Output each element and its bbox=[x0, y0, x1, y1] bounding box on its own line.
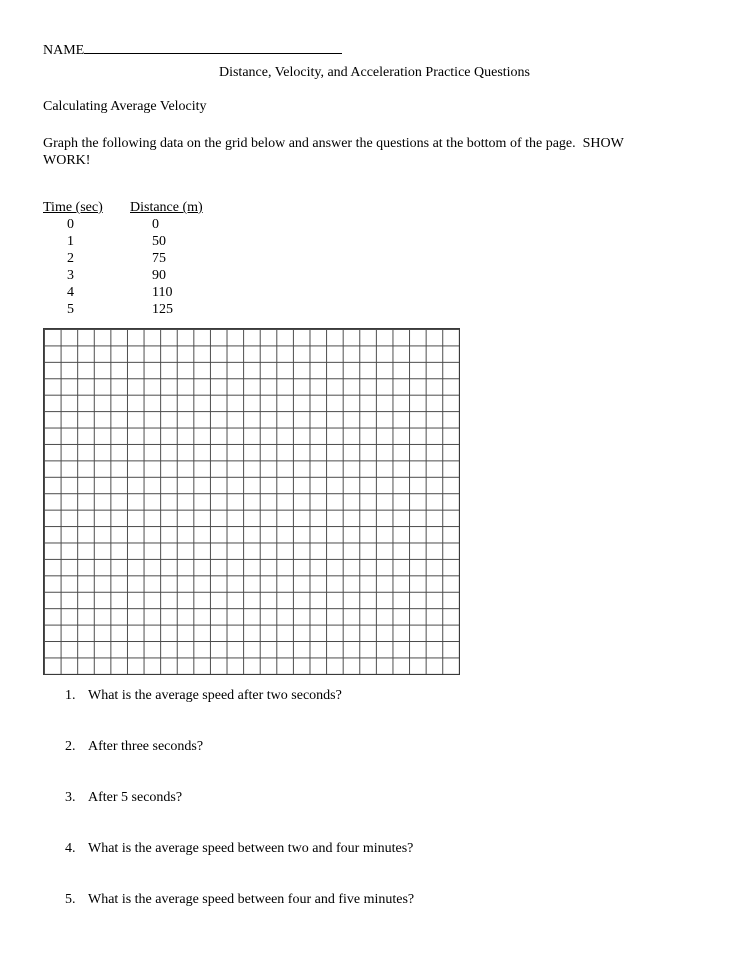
name-label: NAME bbox=[43, 43, 85, 58]
page-content bbox=[43, 40, 706, 942]
table-row bbox=[43, 233, 706, 250]
column-header-distance: Distance (m) bbox=[130, 200, 203, 215]
distance-value: 75 bbox=[152, 251, 166, 266]
question-item bbox=[43, 891, 706, 908]
question-text: After three seconds? bbox=[88, 739, 204, 754]
time-value: 3 bbox=[67, 268, 74, 283]
distance-value: 50 bbox=[152, 234, 166, 249]
time-value: 0 bbox=[67, 217, 74, 232]
distance-value: 110 bbox=[152, 285, 173, 300]
question-item bbox=[43, 840, 706, 857]
table-row bbox=[43, 301, 706, 318]
distance-value: 125 bbox=[152, 302, 173, 317]
instructions-text: Graph the following data on the grid below and answer the questions at the bottom of the page. SHOW WORK! bbox=[43, 136, 627, 168]
question-number: 4. bbox=[65, 841, 76, 856]
table-header-row bbox=[43, 199, 706, 216]
question-text: What is the average speed between two and four minutes? bbox=[88, 841, 414, 856]
section-subtitle: Calculating Average Velocity bbox=[43, 99, 207, 114]
question-number: 5. bbox=[65, 892, 76, 907]
question-number: 3. bbox=[65, 790, 76, 805]
question-item bbox=[43, 738, 706, 755]
graph-grid bbox=[43, 328, 460, 675]
question-number: 1. bbox=[65, 688, 76, 703]
distance-value: 0 bbox=[152, 217, 159, 232]
questions-list bbox=[43, 687, 706, 908]
distance-value: 90 bbox=[152, 268, 166, 283]
name-row bbox=[43, 40, 706, 59]
table-row bbox=[43, 284, 706, 301]
time-value: 1 bbox=[67, 234, 74, 249]
table-row bbox=[43, 267, 706, 284]
name-blank-line bbox=[84, 40, 342, 54]
question-text: What is the average speed after two seconds? bbox=[88, 688, 342, 703]
table-row bbox=[43, 250, 706, 267]
question-item bbox=[43, 687, 706, 704]
data-table bbox=[43, 199, 706, 318]
question-text: After 5 seconds? bbox=[88, 790, 183, 805]
column-header-time: Time (sec) bbox=[43, 200, 103, 215]
table-row bbox=[43, 216, 706, 233]
question-item bbox=[43, 789, 706, 806]
time-value: 5 bbox=[67, 302, 74, 317]
question-number: 2. bbox=[65, 739, 76, 754]
page-title: Distance, Velocity, and Acceleration Practice Questions bbox=[218, 65, 530, 80]
question-text: What is the average speed between four and five minutes? bbox=[88, 892, 415, 907]
time-value: 2 bbox=[67, 251, 74, 266]
time-value: 4 bbox=[67, 285, 74, 300]
